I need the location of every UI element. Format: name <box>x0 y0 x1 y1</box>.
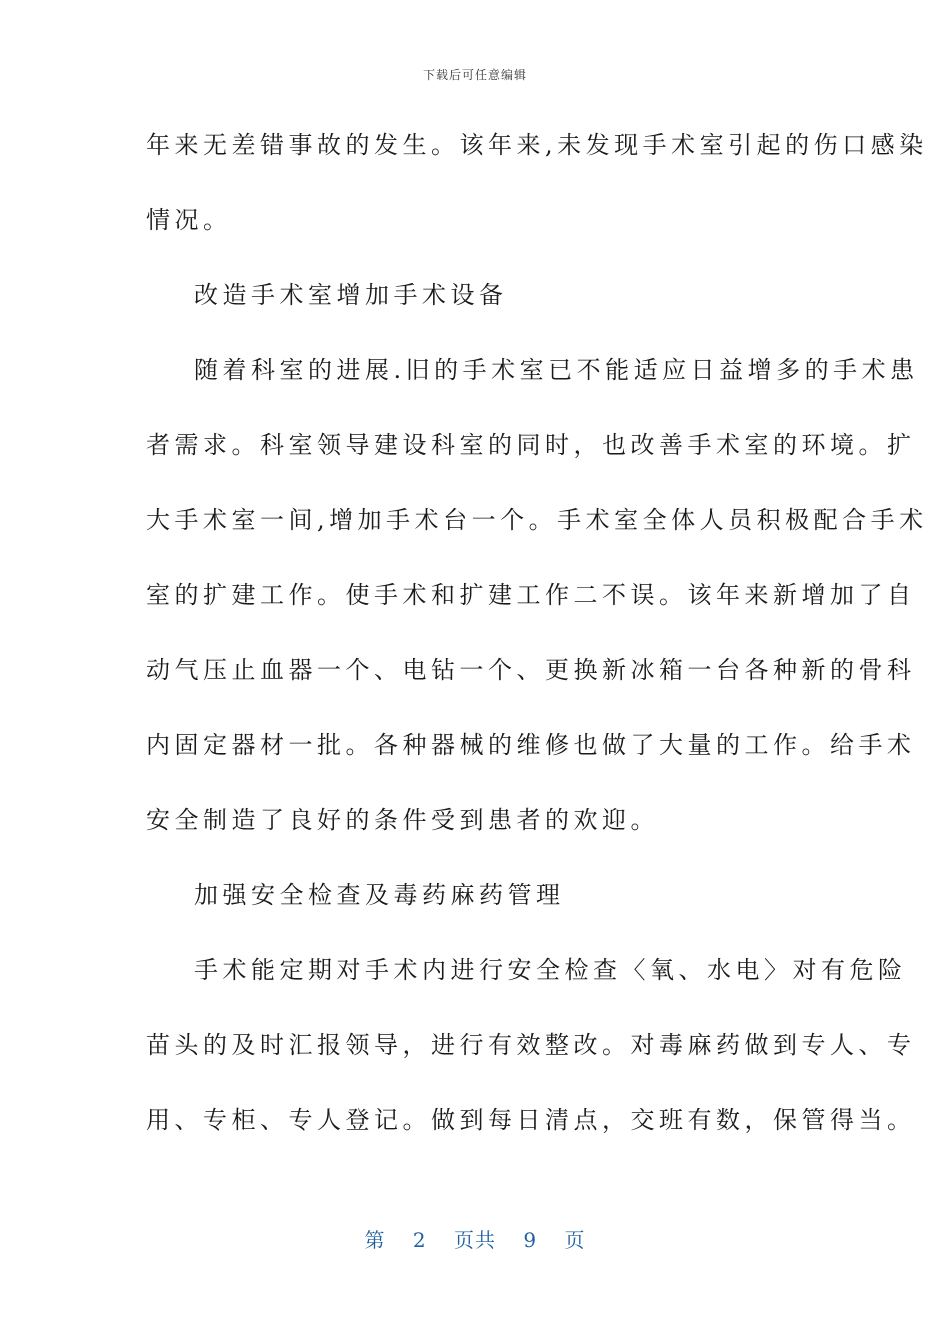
text-line: 随着科室的进展.旧的手术室已不能适应日益增多的手术患 <box>194 356 919 384</box>
text-line: 年来无差错事故的发生。该年来,未发现手术室引起的伤口感染 <box>146 131 928 159</box>
section-heading <box>146 270 816 345</box>
header-note: 下载后可任意编辑 <box>422 68 527 82</box>
text-line: 大手术室一间,增加手术台一个。手术室全体人员积极配合手术 <box>146 506 928 534</box>
footer-suffix: 页 <box>564 1228 586 1252</box>
text-line: 手术能定期对手术内进行安全检查〈氧、水电〉对有危险 <box>194 956 907 984</box>
document-body <box>146 120 928 1170</box>
footer-middle: 页共 <box>454 1228 496 1252</box>
text-line: 室的扩建工作。使手术和扩建工作二不误。该年来新增加了自 <box>146 581 916 609</box>
text-line: 动气压止血器一个、电钻一个、更换新冰箱一台各种新的骨科 <box>146 656 916 684</box>
text-line: 者需求。科室领导建设科室的同时，也改善手术室的环境。扩 <box>146 431 916 459</box>
paragraph <box>146 945 916 1170</box>
text-line: 安全制造了良好的条件受到患者的欢迎。 <box>146 806 659 834</box>
paragraph <box>146 345 928 870</box>
section-heading <box>146 870 816 945</box>
page-footer <box>0 1224 950 1253</box>
footer-prefix: 第 <box>364 1228 386 1252</box>
heading-line: 加强安全检查及毒药麻药管理 <box>194 881 565 909</box>
paragraph <box>146 120 928 270</box>
heading-line: 改造手术室增加手术设备 <box>194 281 508 309</box>
text-line: 情况。 <box>146 206 232 234</box>
current-page-number: 2 <box>412 1228 427 1252</box>
text-line: 用、专柜、专人登记。做到每日清点，交班有数，保管得当。 <box>146 1106 916 1134</box>
total-pages-number: 9 <box>523 1228 538 1252</box>
text-line: 苗头的及时汇报领导，进行有效整改。对毒麻药做到专人、专 <box>146 1031 916 1059</box>
text-line: 内固定器材一批。各种器械的维修也做了大量的工作。给手术 <box>146 731 916 759</box>
